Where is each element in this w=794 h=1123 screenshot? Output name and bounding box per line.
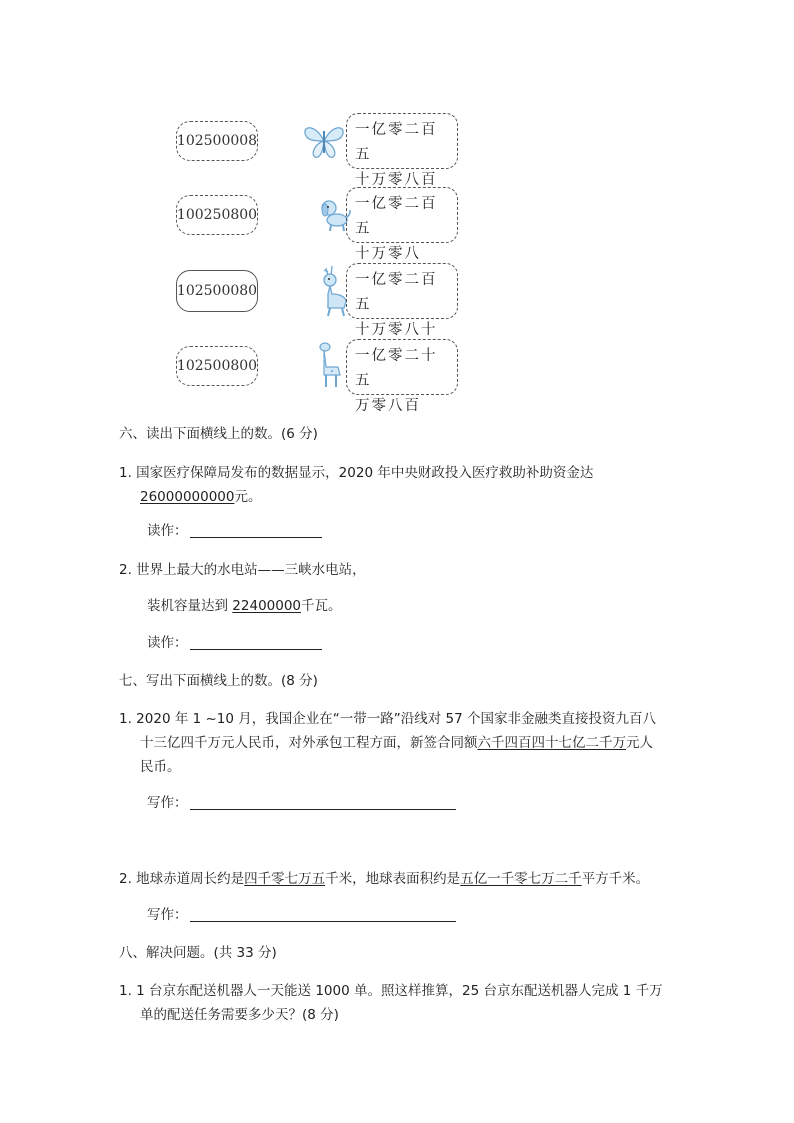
number-box-1: 102500008 <box>176 121 258 161</box>
section-7-q2-suffix: 平方千米。 <box>581 871 650 887</box>
word-box-3 <box>346 263 458 338</box>
section-6-q2-number: 22400000 <box>232 598 302 614</box>
section-7-heading: 七、写出下面横线上的数。(8 分) <box>119 673 318 689</box>
number-box-4: 102500800 <box>176 346 258 386</box>
section-7-q1-underlined: 六千四百四十七亿二千万 <box>477 735 626 751</box>
giraffe-icon <box>316 341 346 389</box>
word-box-2-line-2: 十万零八 <box>355 246 421 262</box>
section-7-q2-answer-label: 写作： <box>147 907 188 923</box>
word-box-2 <box>346 187 458 262</box>
section-7-q2-underlined-1: 四千零七万五 <box>244 871 326 887</box>
word-box-1 <box>346 113 458 188</box>
section-6-q2-answer-line[interactable] <box>190 649 322 650</box>
section-6-q1-answer-line[interactable] <box>190 537 322 538</box>
section-7-q1-line2-suffix: 元人 <box>626 735 653 751</box>
section-7-q2-line <box>119 869 649 889</box>
word-box-1-line-1: 一亿零二百五 <box>355 122 438 163</box>
section-6-q1-line2 <box>140 487 261 507</box>
section-7-q2-prefix: 2. 地球赤道周长约是 <box>119 871 245 887</box>
butterfly-icon <box>302 119 346 163</box>
word-box-4-line-2: 万零八百 <box>355 398 421 414</box>
section-6-q2-line1: 2. 世界上最大的水电站——三峡水电站， <box>119 562 366 578</box>
word-box-4 <box>346 339 458 414</box>
section-8-q1-line2: 单的配送任务需要多少天？(8 分) <box>140 1007 339 1023</box>
word-box-1-line-2: 十万零八百 <box>355 172 438 188</box>
word-box-3-line-1: 一亿零二百五 <box>355 272 438 313</box>
section-6-q1-unit: 元。 <box>234 489 262 505</box>
word-box-2-line-1: 一亿零二百五 <box>355 196 438 237</box>
section-7-q1-line2-prefix: 十三亿四千万元人民币，对外承包工程方面，新签合同额 <box>140 735 478 751</box>
number-box-3: 102500080 <box>176 270 258 312</box>
section-6-heading: 六、读出下面横线上的数。(6 分) <box>119 426 318 442</box>
word-box-4-line-1: 一亿零二十五 <box>355 348 438 389</box>
section-7-q1-line2 <box>140 733 653 753</box>
section-6-q1-line1: 1. 国家医疗保障局发布的数据显示，2020 年中央财政投入医疗救助补助资金达 <box>119 465 594 481</box>
section-7-q2-answer-line[interactable] <box>190 921 456 922</box>
section-7-q2-middle: 千米，地球表面积约是 <box>325 871 461 887</box>
number-box-2: 100250800 <box>176 195 258 235</box>
section-8-q1-line1: 1. 1 台京东配送机器人一天能送 1000 单。照这样推算，25 台京东配送机器人完成 1 千万 <box>119 983 663 999</box>
section-7-q2-underlined-2: 五亿一千零七万二千 <box>460 871 582 887</box>
section-6-q1-number: 26000000000 <box>140 489 235 505</box>
section-8-heading: 八、解决问题。(共 33 分) <box>119 945 277 961</box>
section-6-q2-prefix: 装机容量达到 <box>147 598 233 614</box>
section-7-q1-answer-line[interactable] <box>190 809 456 810</box>
section-7-q1-answer-label: 写作： <box>147 795 188 811</box>
section-7-q1-line3: 民币。 <box>140 759 181 775</box>
section-6-q2-answer-label: 读作： <box>147 635 188 651</box>
section-6-q2-line2 <box>147 596 342 616</box>
section-7-q1-line1: 1. 2020 年 1 ~10 月，我国企业在“一带一路”沿线对 57 个国家非金融类直接投资九百八 <box>119 711 657 727</box>
section-6-q2-unit: 千瓦。 <box>301 598 342 614</box>
word-box-3-line-2: 十万零八十 <box>355 322 438 338</box>
section-6-q1-answer-label: 读作： <box>147 523 188 539</box>
